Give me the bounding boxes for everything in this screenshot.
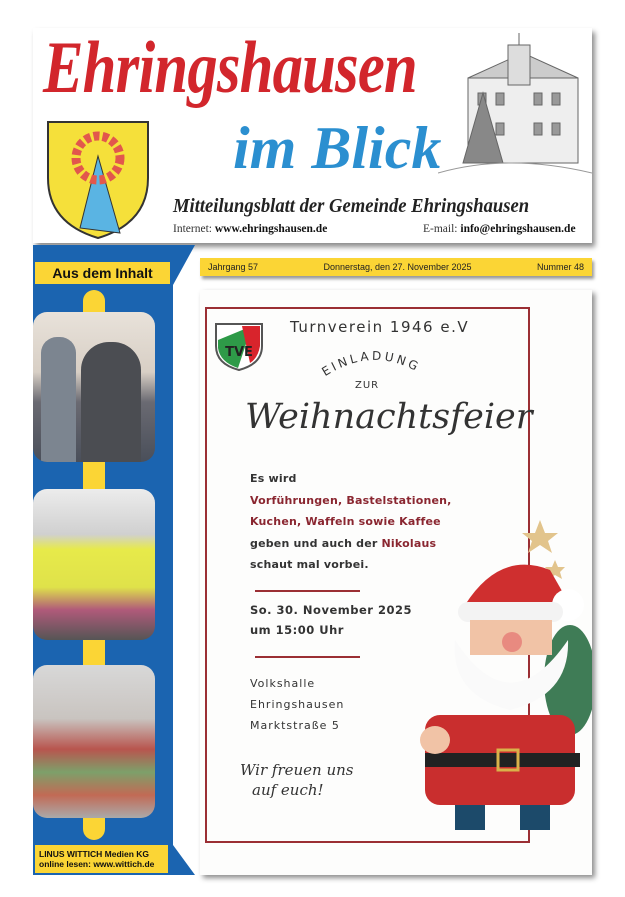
santa-illustration — [400, 515, 592, 850]
coat-of-arms-icon — [45, 118, 151, 240]
contents-heading: Aus dem Inhalt — [35, 262, 170, 284]
issue-volume: Jahrgang 57 — [208, 262, 259, 272]
event-time: um 15:00 Uhr — [250, 623, 344, 637]
town-hall-sketch — [438, 33, 592, 183]
email-line — [423, 222, 576, 236]
masthead-subtitle: im Blick — [233, 115, 442, 181]
desc-line: schaut mal vorbei. — [250, 558, 369, 571]
event-datetime — [250, 600, 412, 640]
desc-line: Kuchen, Waffeln sowie Kaffee — [250, 515, 441, 528]
divider — [255, 590, 360, 592]
divider — [255, 656, 360, 658]
tve-logo — [212, 318, 266, 372]
photo-people-gift[interactable] — [33, 312, 155, 462]
desc-line: Vorführungen, Bastelstationen, — [250, 493, 452, 507]
closing-text — [240, 760, 353, 800]
svg-text:EINLADUNG — [319, 349, 423, 379]
issue-bar — [200, 258, 592, 276]
person-figure — [41, 337, 76, 462]
zur-word: ZUR — [355, 380, 380, 391]
invitation-word: EINLADUNG — [319, 348, 423, 379]
closing-line: auf euch! — [252, 781, 324, 799]
desc-line: Es wird — [250, 472, 297, 485]
photo-gift-boxes[interactable] — [33, 665, 155, 818]
masthead-title: Ehringshausen — [43, 27, 417, 109]
event-title: Weihnachtsfeier — [245, 397, 533, 437]
address-line: Volkshalle — [250, 677, 316, 690]
event-poster — [200, 290, 592, 875]
email-link[interactable]: info@ehringshausen.de — [460, 223, 576, 235]
photo-children-vests[interactable] — [33, 489, 155, 640]
internet-line — [173, 222, 327, 236]
publisher-box — [35, 845, 168, 873]
nikolaus-text: Nikolaus — [381, 536, 437, 550]
address-line: Marktstraße 5 — [250, 719, 340, 732]
publisher-name: LINUS WITTICH Medien KG — [39, 849, 150, 859]
email-label: E-mail: — [423, 223, 458, 235]
online-link[interactable]: online lesen: www.wittich.de — [39, 859, 155, 869]
address-line: Ehringshausen — [250, 698, 345, 711]
website-link[interactable]: www.ehringshausen.de — [214, 223, 328, 235]
logo-text: TVE — [225, 345, 253, 360]
issue-date: Donnerstag, den 27. November 2025 — [323, 262, 472, 272]
person-figure — [81, 342, 141, 462]
issue-number: Nummer 48 — [536, 262, 584, 272]
club-name: Turnverein 1946 e.V — [290, 318, 470, 336]
closing-line: Wir freuen uns — [240, 761, 354, 779]
invitation-arc — [310, 348, 440, 382]
event-date: So. 30. November 2025 — [250, 603, 412, 617]
desc-text: geben und auch der — [250, 536, 382, 550]
masthead — [33, 28, 592, 243]
masthead-tagline: Mitteilungsblatt der Gemeinde Ehringshausen — [173, 195, 530, 217]
internet-label: Internet: — [173, 223, 212, 235]
event-address — [250, 673, 344, 736]
